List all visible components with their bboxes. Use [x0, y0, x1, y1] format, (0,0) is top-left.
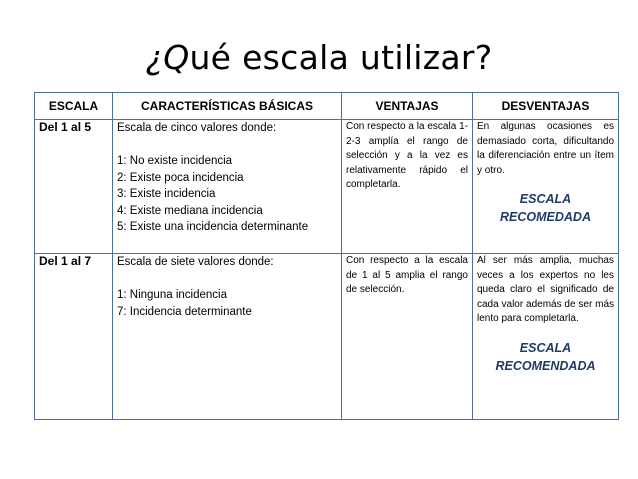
disadvantages-text: Al ser más amplia, muchas veces a los expertos no les queda claro el significado de cada valor además de ser más lento para completarla. — [477, 255, 614, 324]
characteristics-item: 2: Existe poca incidencia — [117, 171, 244, 184]
table-header-row — [35, 93, 619, 120]
characteristics-cell — [113, 120, 342, 254]
recommendation-line1: ESCALA — [519, 340, 572, 355]
page-title — [0, 38, 638, 78]
characteristics-item: 1: Ninguna incidencia — [117, 289, 227, 301]
characteristics-intro: Escala de siete valores donde: — [117, 256, 274, 268]
characteristics-item: 3: Existe incidencia — [117, 188, 216, 200]
comparison-table — [34, 92, 619, 420]
header-escala: ESCALA — [35, 93, 113, 120]
scale-cell: Del 1 al 5 — [35, 120, 113, 254]
characteristics-item: 7: Incidencia determinante — [117, 305, 252, 318]
recommendation-label — [477, 190, 614, 226]
characteristics-cell — [113, 254, 342, 420]
disadvantages-cell — [473, 120, 619, 254]
characteristics-item: 1: No existe incidencia — [117, 155, 233, 167]
table-row — [35, 120, 619, 254]
recommendation-label — [477, 339, 614, 375]
table-row — [35, 254, 619, 420]
characteristics-item: 5: Existe una incidencia determinante — [117, 221, 309, 233]
header-caracteristicas: CARACTERÍSTICAS BÁSICAS — [113, 93, 342, 120]
header-ventajas: VENTAJAS — [342, 93, 473, 120]
header-desventajas: DESVENTAJAS — [473, 93, 619, 120]
recommendation-line2: RECOMENDADA — [495, 358, 596, 373]
disadvantages-text: En algunas ocasiones es demasiado corta, dificultando la diferenciación entre un ítem y otro. — [477, 121, 614, 176]
title-prefix: ¿Q — [145, 38, 190, 77]
title-rest: ué escala utilizar? — [189, 38, 493, 77]
advantages-cell: Con respecto a la escala 1-2-3 amplía el rango de selección y a la vez es relativamente rápido el completarla. — [342, 120, 473, 254]
recommendation-line2: RECOMEDADA — [500, 210, 591, 224]
characteristics-item: 4: Existe mediana incidencia — [117, 204, 263, 217]
recommendation-line1: ESCALA — [519, 192, 572, 206]
scale-cell: Del 1 al 7 — [35, 254, 113, 420]
characteristics-intro: Escala de cinco valores donde: — [117, 122, 277, 134]
disadvantages-cell — [473, 254, 619, 420]
advantages-cell: Con respecto a la escala de 1 al 5 amplia el rango de selección. — [342, 254, 473, 420]
